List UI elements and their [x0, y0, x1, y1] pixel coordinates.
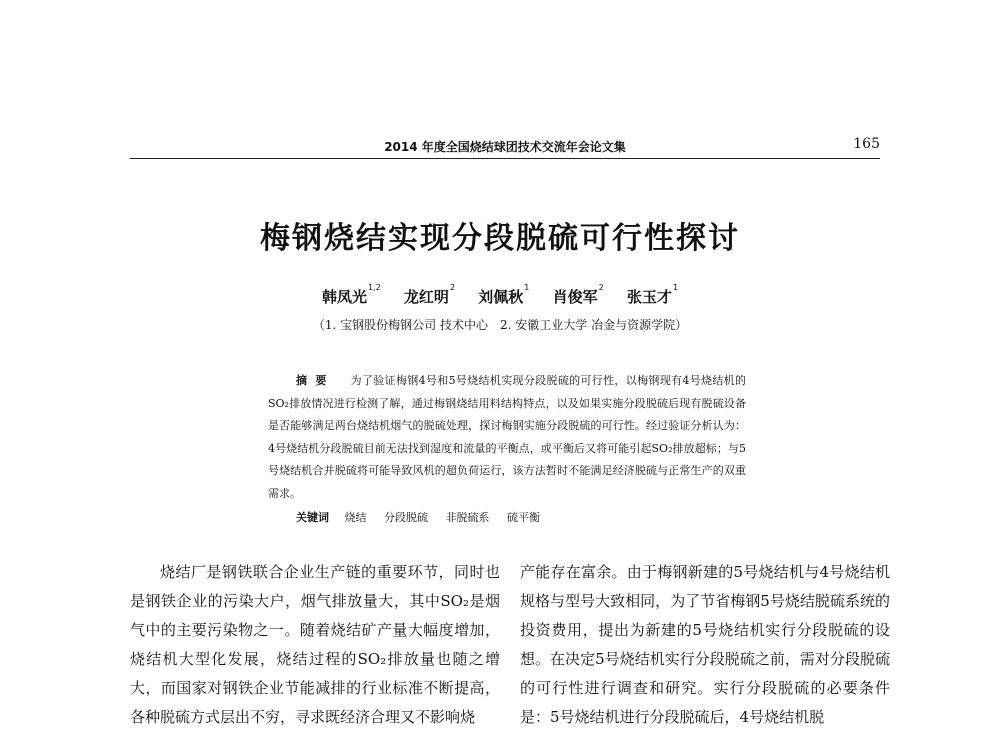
author	[403, 283, 456, 306]
author-affiliation-mark: 1,2	[367, 283, 381, 292]
author	[478, 283, 530, 306]
author	[321, 283, 381, 306]
keyword: 非脱硫系	[445, 511, 490, 524]
running-header	[130, 136, 880, 158]
abstract	[268, 370, 746, 505]
keyword: 硫平衡	[507, 511, 540, 524]
keyword: 烧结	[344, 511, 367, 524]
body-paragraph: 烧结厂是钢铁联合企业生产链的重要环节，同时也是钢铁企业的污染大户，烟气排放量大，其中SO₂是烟气中的主要污染物之一。随着烧结矿产量大幅度增加，烧结机大型化发展，烧结过程的SO₂排放量也随之增大，而国家对钢铁企业节能减排的行业标准不断提高，各种脱硫方式层出不穷，寻求既经济合理又不影响烧	[130, 563, 500, 726]
abstract-label: 摘要	[296, 374, 335, 387]
paper-title: 梅钢烧结实现分段脱硫可行性探讨	[260, 221, 740, 256]
affiliations: （1. 宝钢股份梅钢公司 技术中心 2. 安徽工业大学 冶金与资源学院）	[312, 318, 688, 332]
keywords	[296, 509, 554, 525]
running-title: 2014 年度全国烧结球团技术交流年会论文集	[384, 140, 626, 154]
author-affiliation-mark: 1	[672, 283, 679, 292]
author	[552, 283, 604, 306]
author-name: 韩凤光	[321, 288, 367, 306]
abstract-text: 为了验证梅钢4号和5号烧结机实现分段脱硫的可行性，以梅钢现有4号烧结机的SO₂排放情况进行检测了解，通过梅钢烧结用料结构特点，以及如果实施分段脱硫后现有脱硫设备是否能够满足两台烧结机烟气的脱硫处理，探讨梅钢实施分段脱硫的可行性。经过验证分析认为：4号烧结机分段脱硫目前无法找到湿度和流量的平衡点，或平衡后又将可能引起SO₂排放超标；与5号烧结机合并脱硫将可能导致风机的超负荷运行，该方法暂时不能满足经济脱硫与正常生产的双重需求。	[268, 374, 747, 500]
author-name: 刘佩秋	[478, 288, 524, 306]
page-number: 165	[853, 136, 880, 152]
author-affiliation-mark: 2	[598, 283, 604, 292]
body-paragraph: 产能存在富余。由于梅钢新建的5号烧结机与4号烧结机规格与型号大致相同，为了节省梅钢5号烧结脱硫系统的投资费用，提出为新建的5号烧结机实行分段脱硫的设想。在决定5号烧结机实行分段脱硫之前，需对分段脱硫的可行性进行调查和研究。实行分段脱硫的必要条件是：5号烧结机进行分段脱硫后，4号烧结机脱	[520, 563, 890, 726]
author	[626, 283, 679, 306]
author-list	[0, 283, 1000, 307]
body-column-left	[130, 558, 500, 732]
body-column-right	[520, 558, 890, 732]
header-rule	[130, 158, 880, 159]
author-affiliation-mark: 1	[524, 283, 530, 292]
keyword: 分段脱硫	[384, 511, 428, 524]
author-affiliation-mark: 2	[449, 283, 456, 292]
author-name: 肖俊军	[552, 288, 598, 306]
author-name: 龙红明	[403, 288, 449, 306]
keywords-label: 关键词	[296, 511, 329, 524]
author-name: 张玉才	[626, 288, 672, 306]
